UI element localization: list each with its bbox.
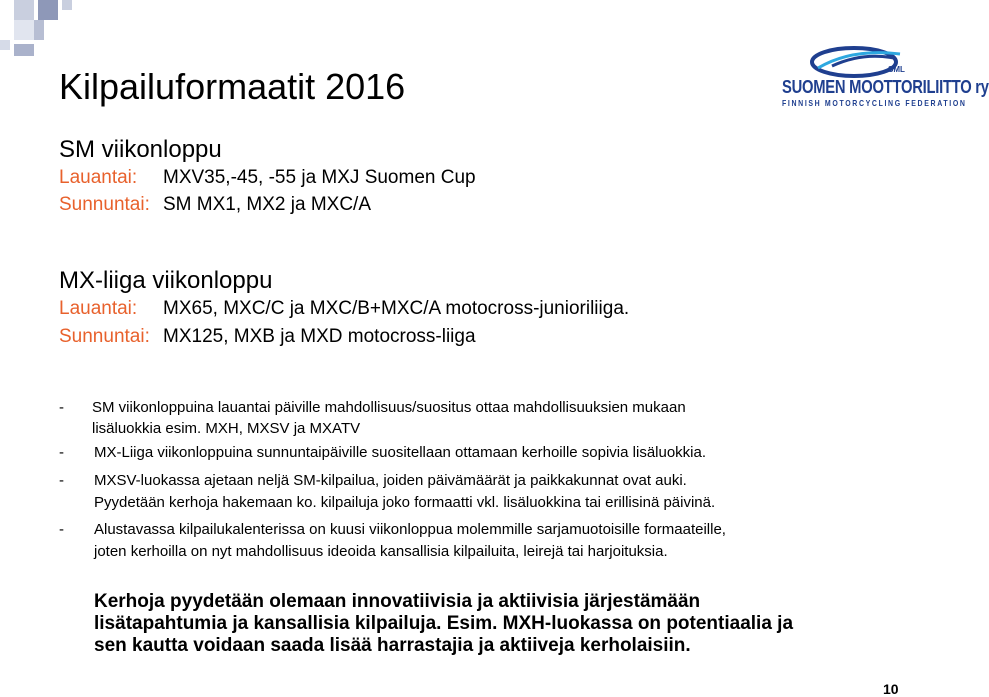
day-label: Lauantai: <box>59 167 138 188</box>
bullet-text: joten kerhoilla on nyt mahdollisuus ideoida kansallisia kilpailuita, leirejä tai harjoituksia. <box>94 543 668 560</box>
day-label: Lauantai: <box>59 298 138 319</box>
page-title: Kilpailuformaatit 2016 <box>59 66 406 107</box>
closing-line: Kerhoja pyydetään olemaan innovatiivisia ja aktiivisia järjestämään <box>94 591 701 612</box>
bullet-dash: - <box>59 444 64 461</box>
page-number: 10 <box>883 681 899 697</box>
schedule-row <box>59 298 629 320</box>
bullet-dash: - <box>59 521 64 538</box>
logo-subtitle-text: FINNISH MOTORCYCLING FEDERATION <box>782 98 967 108</box>
day-classes: MX125, MXB ja MXD motocross-liiga <box>163 326 476 347</box>
bullet-dash: - <box>59 399 64 416</box>
closing-line: lisätapahtumia ja kansallisia kilpailuja. Esim. MXH-luokassa on potentiaalia ja <box>94 613 794 634</box>
bullet-text: MXSV-luokassa ajetaan neljä SM-kilpailua, joiden päivämäärät ja paikkakunnat ovat auki. <box>94 472 687 489</box>
section-heading-sm: SM viikonloppu <box>59 136 222 163</box>
day-label: Sunnuntai: <box>59 326 150 347</box>
logo-name-text: SUOMEN MOOTTORILIITTO ry <box>782 77 989 97</box>
bullet-dash: - <box>59 472 64 489</box>
day-classes: MXV35,-45, -55 ja MXJ Suomen Cup <box>163 167 476 188</box>
bullet-text: lisäluokkia esim. MXH, MXSV ja MXATV <box>92 420 361 437</box>
bullet-text: SM viikonloppuina lauantai päiville mahdollisuus/suositus ottaa mahdollisuuksien mukaan <box>92 399 686 416</box>
schedule-row <box>59 167 476 189</box>
closing-line: sen kautta voidaan saada lisää harrastajia ja aktiiveja kerholaisiin. <box>94 635 691 656</box>
bullet-text: MX-Liiga viikonloppuina sunnuntaipäiville suositellaan ottamaan kerhoille sopivia lisäluokkia. <box>94 444 707 461</box>
logo-emblem-text: SML <box>888 65 905 74</box>
schedule-row <box>59 194 371 216</box>
day-classes: MX65, MXC/C ja MXC/B+MXC/A motocross-junioriliiga. <box>163 298 630 319</box>
section-heading-mx-liiga: MX-liiga viikonloppu <box>59 267 273 294</box>
day-classes: SM MX1, MX2 ja MXC/A <box>163 194 371 215</box>
day-label: Sunnuntai: <box>59 194 150 215</box>
federation-logo <box>782 46 989 112</box>
bullet-text: Alustavassa kilpailukalenterissa on kuusi viikonloppua molemmille sarjamuotoisille formaateille, <box>94 521 726 538</box>
bullet-text: Pyydetään kerhoja hakemaan ko. kilpailuja joko formaatti vkl. lisäluokkina tai erillisinä päivinä. <box>94 494 716 511</box>
schedule-row <box>59 326 476 348</box>
